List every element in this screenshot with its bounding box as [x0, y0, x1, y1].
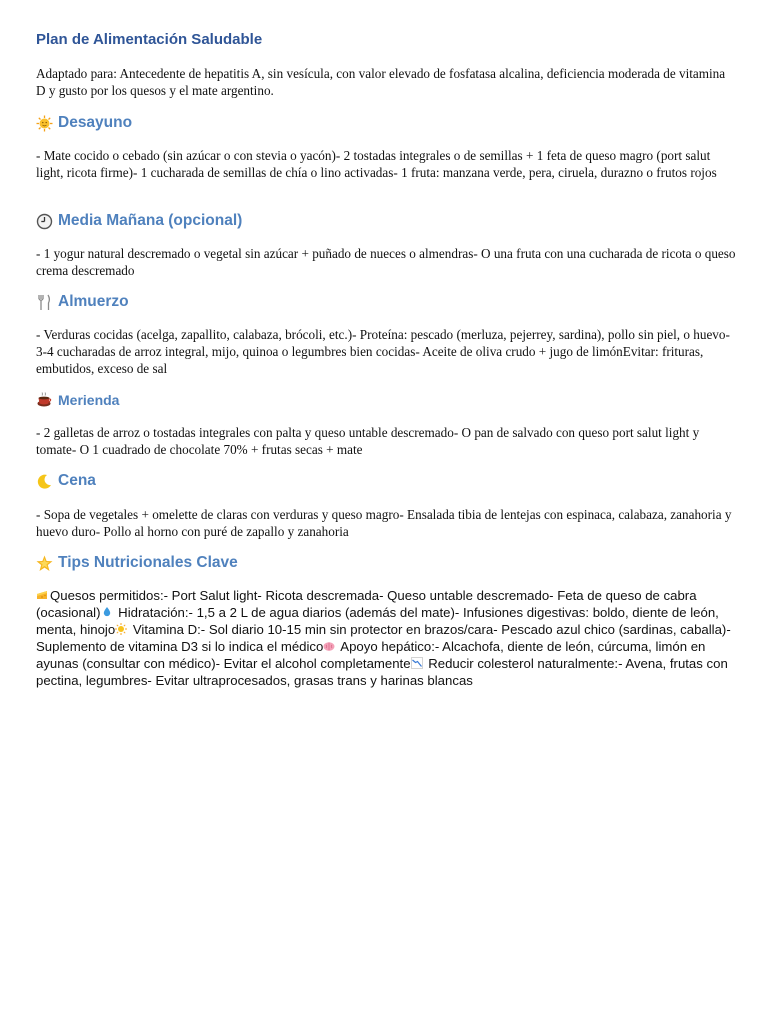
heading-cena [36, 472, 96, 490]
brain-icon [323, 639, 337, 654]
sun-icon [115, 622, 129, 637]
merienda-text: - 2 galletas de arroz o tostadas integrales con palta y queso untable descremado- O pan de salvado con queso port salut light y tomate- O 1 cuadrado de chocolate 70% + frutas secas + mate [36, 425, 700, 457]
intro-paragraph: Adaptado para: Antecedente de hepatitis A, sin vesícula, con valor elevado de fosfatasa alcalina, deficiencia moderada de vitamina D y gusto por los quesos y el mate argentino. [36, 66, 726, 98]
clock-icon [36, 213, 53, 230]
tips-paragraph [36, 587, 736, 689]
tip-vitamina-d: Vitamina D:- Sol diario 10-15 min sin protector en brazos/cara- Pescado azul chico (sardinas, caballa)- Suplemento de vitamina D3 si lo indica el médico [36, 622, 731, 654]
heading-label: Tips Nutricionales Clave [58, 554, 238, 571]
cheese-icon [36, 588, 50, 603]
heading-label: Desayuno [58, 114, 133, 131]
chart-decreasing-icon [411, 656, 425, 671]
heading-media-manana [36, 212, 242, 230]
sun-face-icon [36, 115, 53, 132]
cena-text: - Sopa de vegetales + omelette de claras con verduras y queso magro- Ensalada tibia de lentejas con espinaca, calabaza, zanahoria y huevo duro- Pollo al horno con puré de zapallo y zanahoria [36, 507, 732, 539]
heading-label: Cena [58, 472, 96, 489]
heading-label: Merienda [58, 391, 120, 408]
document-title: Plan de Alimentación Saludable [36, 31, 263, 48]
heading-tips [36, 554, 238, 572]
crescent-moon-icon [36, 473, 53, 490]
glowing-star-icon [36, 555, 53, 572]
heading-desayuno [36, 114, 132, 132]
droplet-icon [101, 605, 115, 620]
fork-knife-icon [36, 294, 53, 311]
desayuno-text: - Mate cocido o cebado (sin azúcar o con stevia o yacón)- 2 tostadas integrales o de semillas + 1 feta de queso magro (port salut light, ricota firme)- 1 cucharada de semillas de chía o lino activadas- 1 fruta: manzana verde, pera, ciruela, durazno o frutos rojos [36, 148, 717, 180]
heading-label: Almuerzo [58, 293, 129, 310]
tip-colesterol: Reducir colesterol naturalmente:- Avena, frutas con pectina, legumbres- Evitar ultraprocesados, grasas trans y harinas blancas [36, 656, 728, 688]
media-manana-text: - 1 yogur natural descremado o vegetal sin azúcar + puñado de nueces o almendras- O una fruta con una cucharada de ricota o queso crema descremado [36, 246, 736, 278]
heading-label: Media Mañana (opcional) [58, 212, 243, 229]
hot-beverage-icon [36, 391, 53, 408]
almuerzo-text: - Verduras cocidas (acelga, zapallito, calabaza, brócoli, etc.)- Proteína: pescado (merluza, pejerrey, sardina), pollo sin piel, o huevo- 3-4 cucharadas de arroz integral, mijo, quinoa o legumbres bien cocidas- Aceite de oliva crudo + jugo de limónEvitar: frituras, embutidos, exceso de sal [36, 327, 730, 376]
tip-quesos: Quesos permitidos:- Port Salut light- Ricota descremada- Queso untable descremado- Feta de queso de cabra (ocasional) [36, 588, 697, 620]
tip-hidratacion: Hidratación:- 1,5 a 2 L de agua diarios (además del mate)- Infusiones digestivas: boldo, diente de león, menta, hinojo [36, 605, 719, 637]
heading-merienda [36, 391, 119, 408]
tip-apoyo-hepatico: Apoyo hepático:- Alcachofa, diente de león, cúrcuma, limón en ayunas (consultar con médico)- Evitar el alcohol completamente [36, 639, 706, 671]
heading-almuerzo [36, 293, 129, 311]
